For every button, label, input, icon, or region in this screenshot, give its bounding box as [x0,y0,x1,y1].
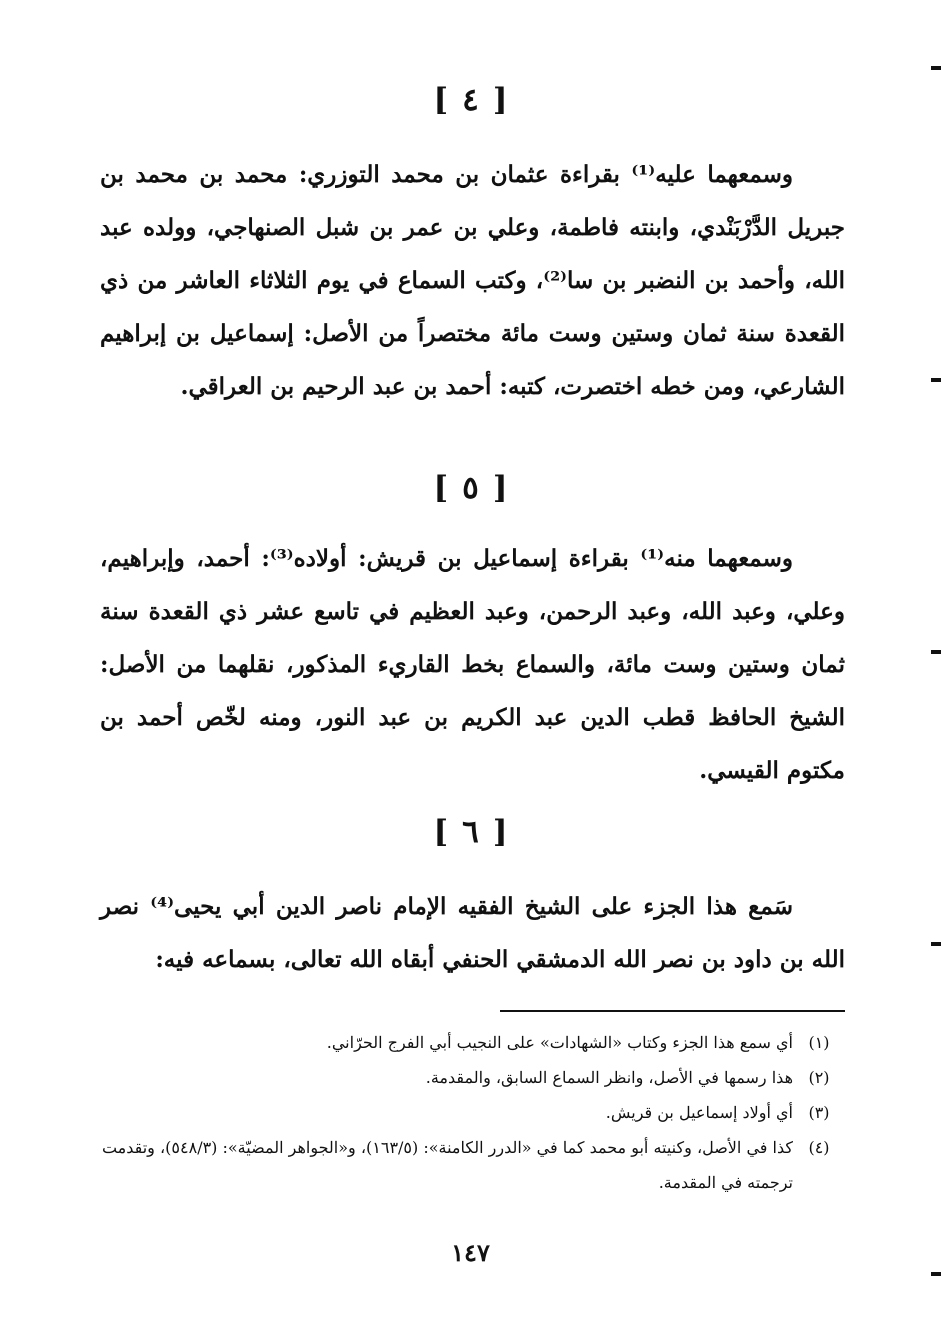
page-number: ١٤٧ [451,1238,490,1267]
footnote-text: أي سمع هذا الجزء وكتاب «الشهادات» على النجيب أبي الفرج الحرّاني. [326,1033,793,1052]
footnote-item [100,1130,845,1200]
footnote-text: هذا رسمها في الأصل، وانظر السماع السابق، والمقدمة. [425,1068,793,1087]
section-heading-4: [ ٤ ] [433,82,508,118]
footnote-number: (٢) [808,1068,830,1087]
section-heading-5: [ ٥ ] [433,470,508,506]
footnote-number: (٣) [808,1103,830,1122]
footnote-text: كذا في الأصل، وكنيته أبو محمد كما في «الدرر الكامنة»: (١٦٣/٥)، و«الجواهر المضيّة»: (٥٤٨/٣)، وتقدمت ترجمته في المقدمة. [101,1138,793,1192]
footnote-number: (١) [808,1033,830,1052]
footnote-text: أي أولاد إسماعيل بن قريش. [605,1103,793,1122]
footnote-item [100,1025,845,1060]
paragraph-text: وسمعهما منه⁽¹⁾ بقراءة إسماعيل بن قريش: أولاده⁽³⁾: أحمد، وإبراهيم، وعلي، وعبد الله، وعبد الرحمن، وعبد العظيم في تاسع عشر ذي القعدة سنة ثمان وستين وست مائة، والسماع بخط القاريء المذكور، نقلهما من الأصل: الشيخ الحافظ قطب الدين عبد الكريم بن عبد النور، ومنه لخّص أحمد بن مكتوم القيسي. [100,545,845,784]
paragraph-text: وسمعهما عليه⁽¹⁾ بقراءة عثمان بن محمد التوزري: محمد بن محمد بن جبريل الدَّرْبَنْدي، وابنته فاطمة، وعلي بن عمر بن شبل الصنهاجي، وولده عبد الله، وأحمد بن النضبر بن سا⁽²⁾، وكتب السماع في يوم الثلاثاء العاشر من ذي القعدة سنة ثمان وستين وست مائة مختصراً من الأصل: إسماعيل بن إبراهيم الشارعي، ومن خطه اختصرت، كتبه: أحمد بن عبد الرحيم بن العراقي. [100,161,845,400]
footnote-item [100,1060,845,1095]
section-heading-6: [ ٦ ] [433,814,508,850]
footnotes [100,1025,845,1200]
scan-edge-mark [931,650,941,654]
section-paragraph-5 [100,532,845,797]
section-number: ٤ [462,82,479,118]
footnote-divider [500,1010,845,1012]
scan-edge-mark [931,942,941,946]
scan-edge-mark [931,1272,941,1276]
footnote-number: (٤) [808,1138,830,1157]
scan-edge-mark [931,378,941,382]
section-number: ٦ [462,814,479,850]
footnote-item [100,1095,845,1130]
section-paragraph-6 [100,880,845,986]
paragraph-text: سَمع هذا الجزء على الشيخ الفقيه الإمام ناصر الدين أبي يحيى⁽⁴⁾ نصر الله بن داود بن نصر الله الدمشقي الحنفي أبقاه الله تعالى، بسماعه فيه: [100,893,845,973]
section-paragraph-4 [100,148,845,413]
section-number: ٥ [462,470,479,506]
scan-edge-mark [931,66,941,70]
